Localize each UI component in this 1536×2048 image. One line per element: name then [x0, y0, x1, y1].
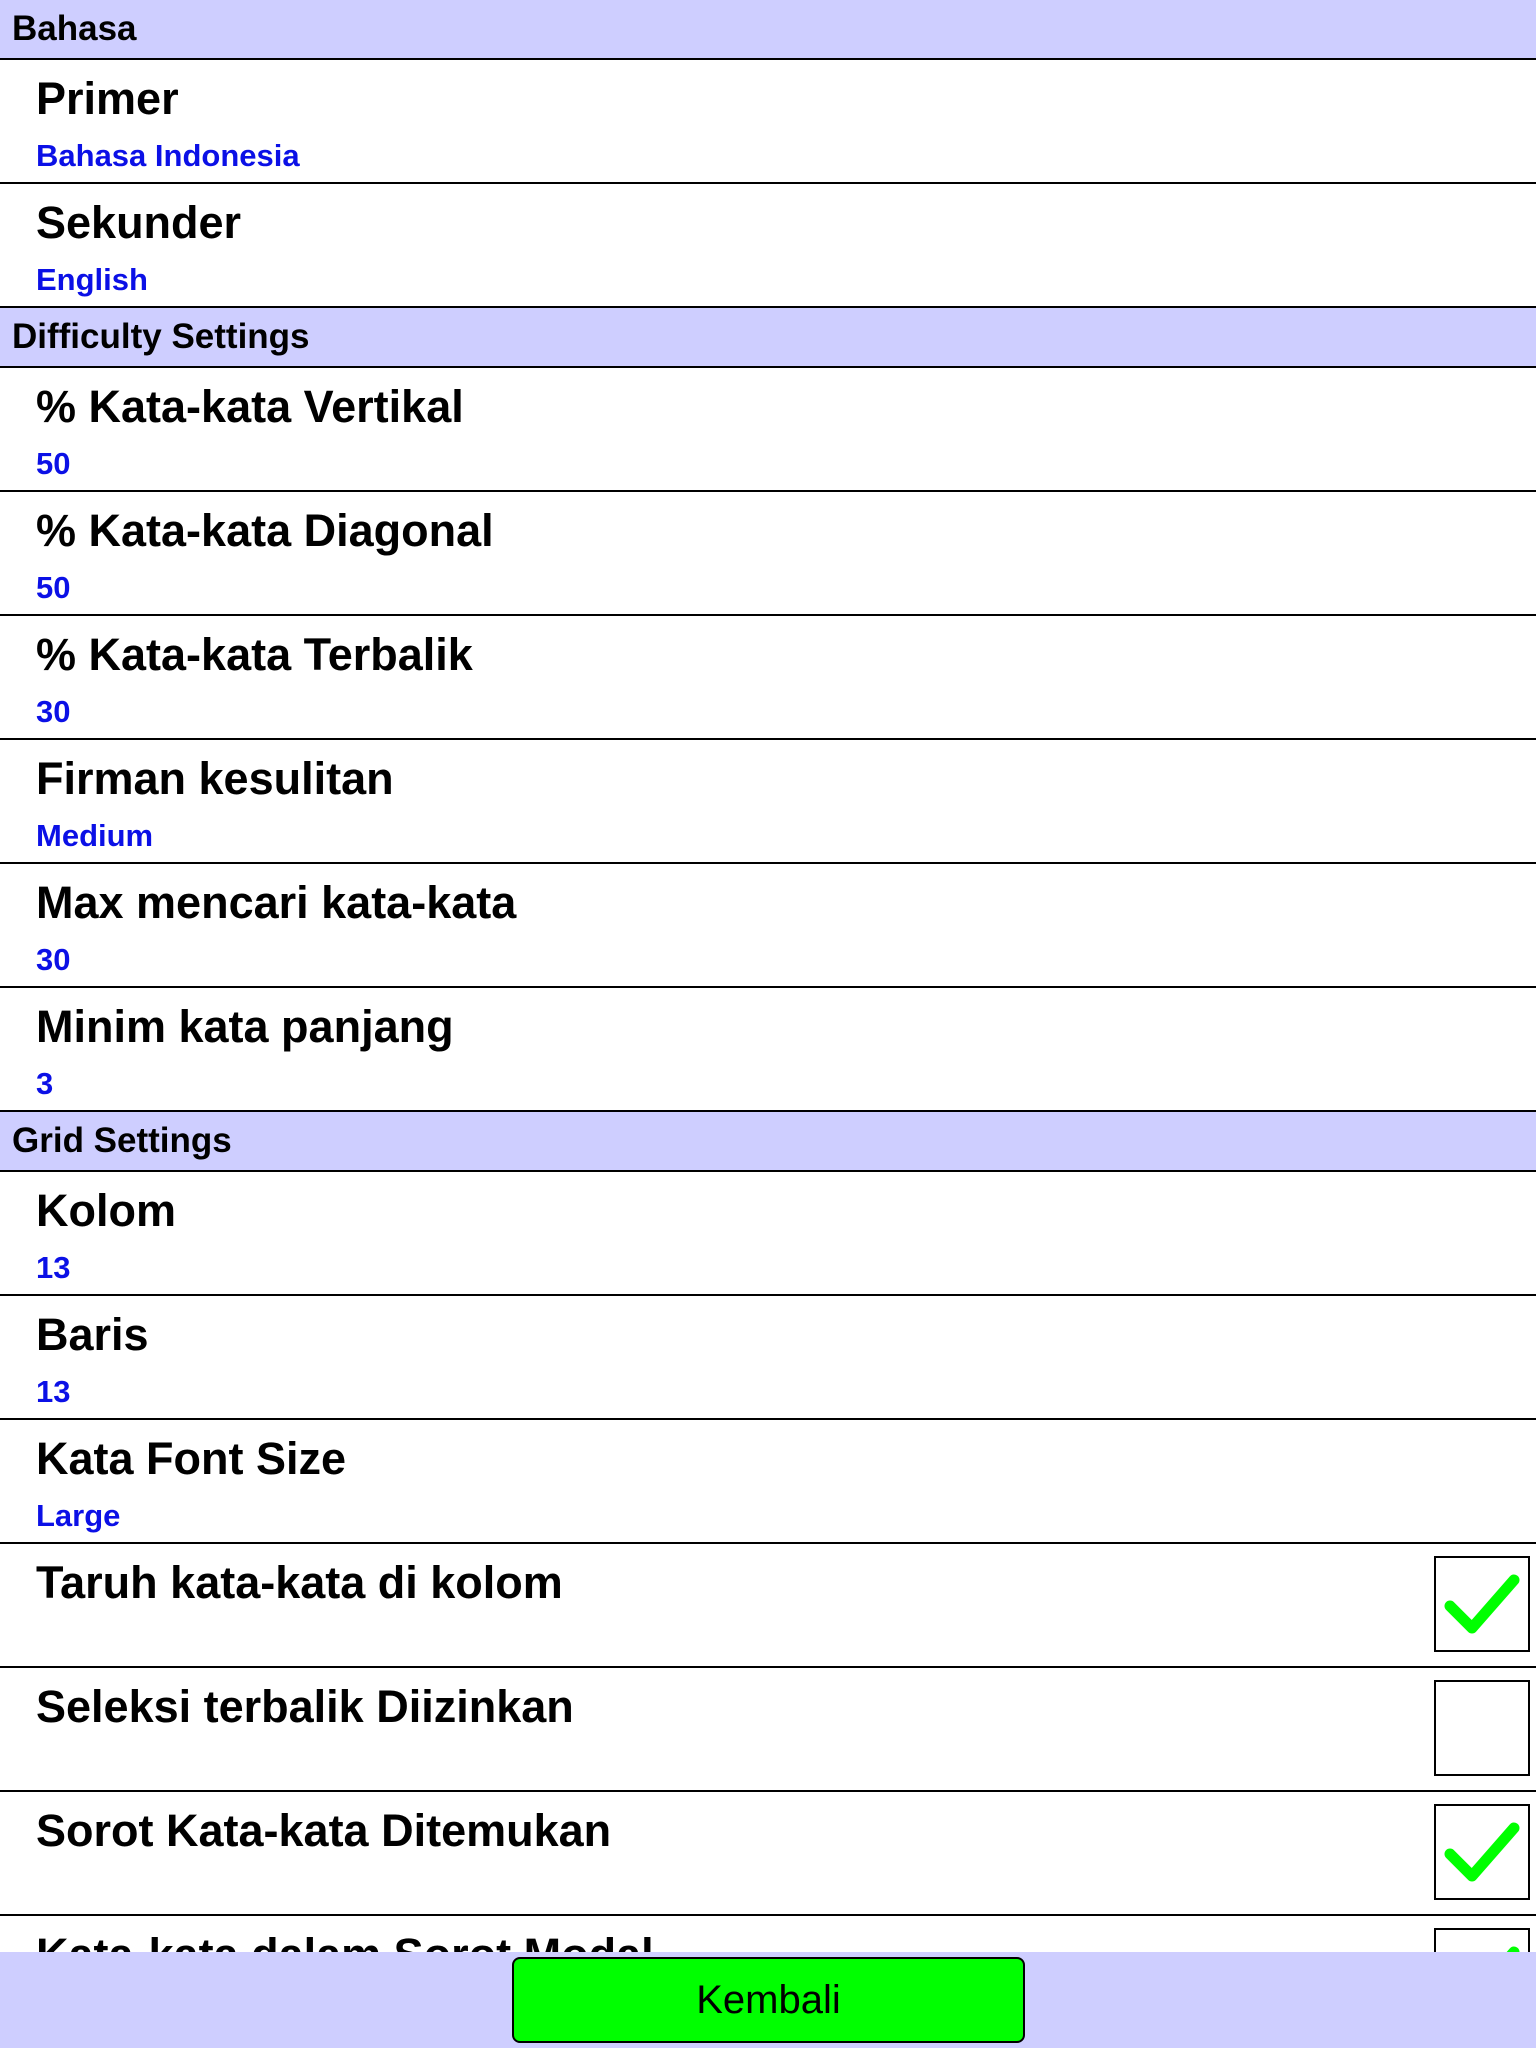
setting-value: 13 — [36, 1374, 71, 1409]
setting-row-max-words[interactable] — [0, 864, 1536, 988]
setting-row-columns[interactable] — [0, 1172, 1536, 1296]
setting-row-rows[interactable] — [0, 1296, 1536, 1420]
setting-row-primary-language[interactable] — [0, 60, 1536, 184]
section-header-grid: Grid Settings — [0, 1112, 1536, 1172]
toggle-title: Taruh kata-kata di kolom — [36, 1557, 563, 1608]
setting-value: 30 — [36, 694, 71, 729]
toggle-title: Seleksi terbalik Diizinkan — [36, 1681, 574, 1732]
back-button[interactable]: Kembali — [512, 1957, 1025, 2043]
setting-row-reversed-words[interactable] — [0, 616, 1536, 740]
checkbox-words-in-columns[interactable] — [1434, 1556, 1530, 1652]
setting-title: Baris — [36, 1309, 149, 1360]
setting-row-font-size[interactable] — [0, 1420, 1536, 1544]
toggle-title: Sorot Kata-kata Ditemukan — [36, 1805, 612, 1856]
setting-title: % Kata-kata Vertikal — [36, 381, 464, 432]
checkbox-highlight-found[interactable] — [1434, 1804, 1530, 1900]
setting-row-word-difficulty[interactable] — [0, 740, 1536, 864]
setting-value: 3 — [36, 1066, 54, 1101]
setting-title: Kata Font Size — [36, 1433, 347, 1484]
setting-title: Sekunder — [36, 197, 242, 248]
section-header-language: Bahasa — [0, 0, 1536, 60]
bottom-bar — [0, 1952, 1536, 2048]
setting-value: 13 — [36, 1250, 71, 1285]
toggle-row-highlight-found[interactable] — [0, 1792, 1536, 1916]
setting-title: Firman kesulitan — [36, 753, 394, 804]
setting-value: Medium — [36, 818, 154, 853]
setting-title: Primer — [36, 73, 179, 124]
checkmark-icon — [1444, 1814, 1520, 1890]
setting-title: Max mencari kata-kata — [36, 877, 517, 928]
setting-value: 50 — [36, 570, 71, 605]
setting-row-diagonal-words[interactable] — [0, 492, 1536, 616]
setting-row-min-word-length[interactable] — [0, 988, 1536, 1112]
setting-value: 30 — [36, 942, 71, 977]
checkbox-reverse-selection[interactable] — [1434, 1680, 1530, 1776]
setting-title: % Kata-kata Terbalik — [36, 629, 473, 680]
setting-row-vertical-words[interactable] — [0, 368, 1536, 492]
toggle-row-reverse-selection[interactable] — [0, 1668, 1536, 1792]
toggle-row-words-in-columns[interactable] — [0, 1544, 1536, 1668]
setting-value: 50 — [36, 446, 71, 481]
setting-title: Minim kata panjang — [36, 1001, 454, 1052]
setting-row-secondary-language[interactable] — [0, 184, 1536, 308]
setting-value: Bahasa Indonesia — [36, 138, 300, 173]
checkmark-icon — [1444, 1566, 1520, 1642]
setting-title: Kolom — [36, 1185, 176, 1236]
section-header-difficulty: Difficulty Settings — [0, 308, 1536, 368]
setting-title: % Kata-kata Diagonal — [36, 505, 494, 556]
setting-value: Large — [36, 1498, 121, 1533]
setting-value: English — [36, 262, 148, 297]
